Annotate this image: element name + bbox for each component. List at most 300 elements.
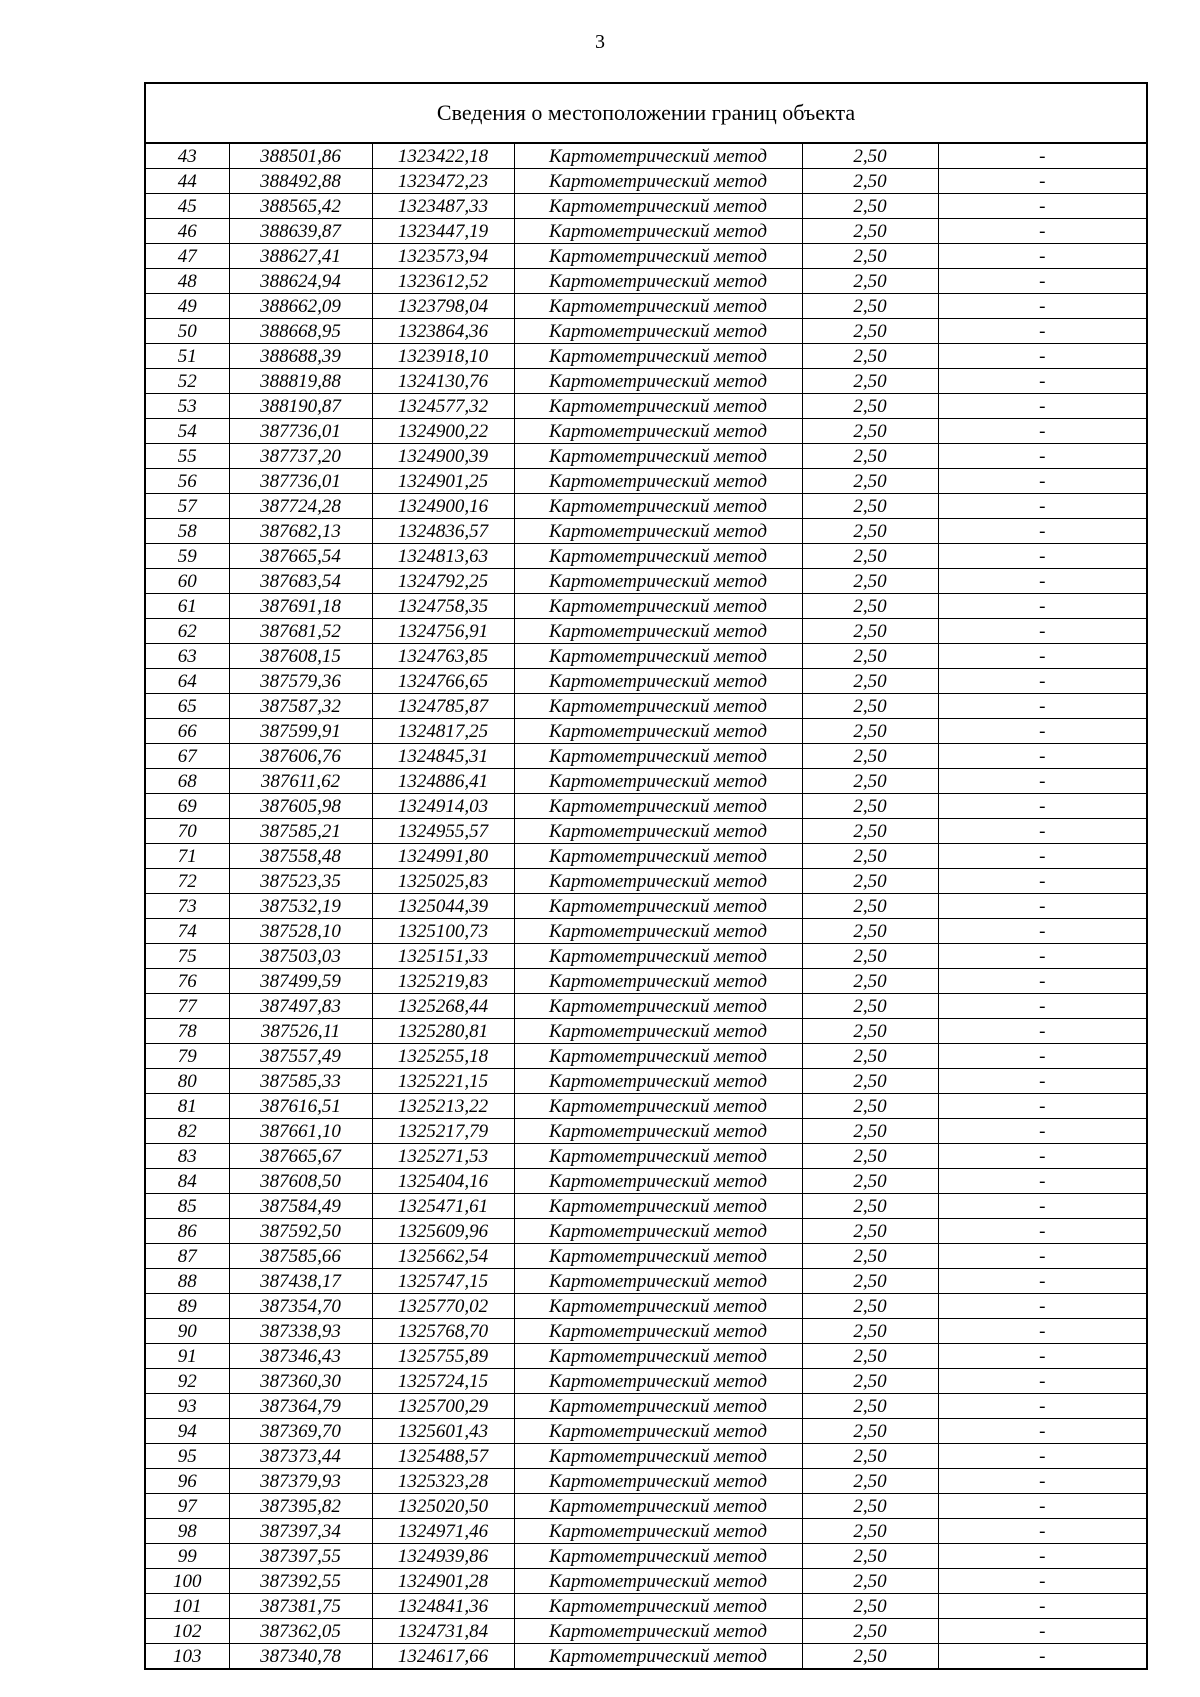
method-cell: Картометрический метод [514,494,802,519]
note-cell: - [938,1094,1146,1119]
point-number-cell: 103 [146,1644,229,1669]
point-number-cell: 88 [146,1269,229,1294]
point-number-cell: 55 [146,444,229,469]
coord-x-cell: 388819,88 [229,369,372,394]
accuracy-cell: 2,50 [802,1619,938,1644]
point-number-cell: 92 [146,1369,229,1394]
accuracy-cell: 2,50 [802,1544,938,1569]
note-cell: - [938,319,1146,344]
point-number-cell: 71 [146,844,229,869]
coord-y-cell: 1325747,15 [372,1269,514,1294]
accuracy-cell: 2,50 [802,1219,938,1244]
coord-y-cell: 1325217,79 [372,1119,514,1144]
method-cell: Картометрический метод [514,1444,802,1469]
coord-y-cell: 1324939,86 [372,1544,514,1569]
point-number-cell: 74 [146,919,229,944]
coord-y-cell: 1325601,43 [372,1419,514,1444]
point-number-cell: 45 [146,194,229,219]
coord-y-cell: 1324841,36 [372,1594,514,1619]
coord-x-cell: 387523,35 [229,869,372,894]
table-row [146,1569,1146,1594]
coord-y-cell: 1324756,91 [372,619,514,644]
point-number-cell: 85 [146,1194,229,1219]
coord-x-cell: 387724,28 [229,494,372,519]
coord-y-cell: 1324886,41 [372,769,514,794]
accuracy-cell: 2,50 [802,569,938,594]
table-row [146,469,1146,494]
note-cell: - [938,719,1146,744]
point-number-cell: 102 [146,1619,229,1644]
coord-y-cell: 1324763,85 [372,644,514,669]
method-cell: Картометрический метод [514,169,802,194]
method-cell: Картометрический метод [514,1294,802,1319]
method-cell: Картометрический метод [514,869,802,894]
note-cell: - [938,619,1146,644]
note-cell: - [938,1244,1146,1269]
point-number-cell: 66 [146,719,229,744]
coord-x-cell: 387558,48 [229,844,372,869]
table-row [146,719,1146,744]
note-cell: - [938,444,1146,469]
point-number-cell: 56 [146,469,229,494]
coord-x-cell: 387362,05 [229,1619,372,1644]
table-row [146,844,1146,869]
table-row [146,1069,1146,1094]
note-cell: - [938,194,1146,219]
coord-x-cell: 387606,76 [229,744,372,769]
point-number-cell: 43 [146,144,229,169]
method-cell: Картометрический метод [514,1594,802,1619]
coord-y-cell: 1325323,28 [372,1469,514,1494]
point-number-cell: 52 [146,369,229,394]
accuracy-cell: 2,50 [802,1269,938,1294]
point-number-cell: 94 [146,1419,229,1444]
point-number-cell: 72 [146,869,229,894]
table-row [146,1144,1146,1169]
coord-y-cell: 1323798,04 [372,294,514,319]
accuracy-cell: 2,50 [802,719,938,744]
coord-y-cell: 1325770,02 [372,1294,514,1319]
method-cell: Картометрический метод [514,1494,802,1519]
point-number-cell: 50 [146,319,229,344]
table-row [146,1244,1146,1269]
table-row [146,1519,1146,1544]
point-number-cell: 101 [146,1594,229,1619]
coord-x-cell: 387737,20 [229,444,372,469]
method-cell: Картометрический метод [514,1244,802,1269]
coord-y-cell: 1323864,36 [372,319,514,344]
point-number-cell: 53 [146,394,229,419]
accuracy-cell: 2,50 [802,819,938,844]
table-row [146,344,1146,369]
coordinates-table-body [146,144,1146,1668]
note-cell: - [938,844,1146,869]
coord-x-cell: 387585,33 [229,1069,372,1094]
note-cell: - [938,744,1146,769]
coord-y-cell: 1325488,57 [372,1444,514,1469]
table-row [146,1019,1146,1044]
accuracy-cell: 2,50 [802,394,938,419]
table-row [146,1544,1146,1569]
coord-y-cell: 1325044,39 [372,894,514,919]
point-number-cell: 96 [146,1469,229,1494]
method-cell: Картометрический метод [514,1394,802,1419]
coord-y-cell: 1323487,33 [372,194,514,219]
accuracy-cell: 2,50 [802,644,938,669]
table-row [146,1594,1146,1619]
method-cell: Картометрический метод [514,269,802,294]
coord-y-cell: 1325151,33 [372,944,514,969]
table-row [146,819,1146,844]
accuracy-cell: 2,50 [802,1194,938,1219]
point-number-cell: 82 [146,1119,229,1144]
point-number-cell: 78 [146,1019,229,1044]
coord-x-cell: 387499,59 [229,969,372,994]
coord-x-cell: 387373,44 [229,1444,372,1469]
point-number-cell: 77 [146,994,229,1019]
note-cell: - [938,1019,1146,1044]
method-cell: Картометрический метод [514,144,802,169]
point-number-cell: 67 [146,744,229,769]
accuracy-cell: 2,50 [802,1394,938,1419]
coord-x-cell: 387395,82 [229,1494,372,1519]
note-cell: - [938,519,1146,544]
table-row [146,794,1146,819]
table-row [146,1644,1146,1669]
method-cell: Картометрический метод [514,1019,802,1044]
method-cell: Картометрический метод [514,794,802,819]
point-number-cell: 59 [146,544,229,569]
accuracy-cell: 2,50 [802,1494,938,1519]
coord-y-cell: 1325724,15 [372,1369,514,1394]
method-cell: Картометрический метод [514,419,802,444]
accuracy-cell: 2,50 [802,319,938,344]
coord-y-cell: 1325213,22 [372,1094,514,1119]
note-cell: - [938,1269,1146,1294]
method-cell: Картометрический метод [514,994,802,1019]
accuracy-cell: 2,50 [802,844,938,869]
coord-y-cell: 1324577,32 [372,394,514,419]
coord-y-cell: 1325609,96 [372,1219,514,1244]
method-cell: Картометрический метод [514,669,802,694]
coord-y-cell: 1325280,81 [372,1019,514,1044]
table-row [146,494,1146,519]
point-number-cell: 83 [146,1144,229,1169]
coord-y-cell: 1324130,76 [372,369,514,394]
method-cell: Картометрический метод [514,444,802,469]
accuracy-cell: 2,50 [802,869,938,894]
accuracy-cell: 2,50 [802,269,938,294]
note-cell: - [938,1169,1146,1194]
coord-y-cell: 1323447,19 [372,219,514,244]
table-row [146,194,1146,219]
coord-y-cell: 1324991,80 [372,844,514,869]
coord-y-cell: 1324901,28 [372,1569,514,1594]
coord-y-cell: 1325768,70 [372,1319,514,1344]
point-number-cell: 64 [146,669,229,694]
table-row [146,144,1146,169]
accuracy-cell: 2,50 [802,369,938,394]
coord-x-cell: 387661,10 [229,1119,372,1144]
accuracy-cell: 2,50 [802,794,938,819]
table-row [146,969,1146,994]
coord-x-cell: 387438,17 [229,1269,372,1294]
method-cell: Картометрический метод [514,519,802,544]
coord-y-cell: 1324792,25 [372,569,514,594]
accuracy-cell: 2,50 [802,1369,938,1394]
coordinates-table [146,144,1146,1668]
table-row [146,744,1146,769]
point-number-cell: 99 [146,1544,229,1569]
accuracy-cell: 2,50 [802,444,938,469]
accuracy-cell: 2,50 [802,219,938,244]
method-cell: Картометрический метод [514,1419,802,1444]
coord-x-cell: 388688,39 [229,344,372,369]
accuracy-cell: 2,50 [802,344,938,369]
table-row [146,369,1146,394]
coord-x-cell: 387338,93 [229,1319,372,1344]
accuracy-cell: 2,50 [802,144,938,169]
table-row [146,1094,1146,1119]
point-number-cell: 60 [146,569,229,594]
table-row [146,594,1146,619]
coord-x-cell: 387369,70 [229,1419,372,1444]
coord-y-cell: 1325271,53 [372,1144,514,1169]
accuracy-cell: 2,50 [802,1644,938,1669]
coord-y-cell: 1324731,84 [372,1619,514,1644]
accuracy-cell: 2,50 [802,1019,938,1044]
note-cell: - [938,469,1146,494]
coord-y-cell: 1325025,83 [372,869,514,894]
accuracy-cell: 2,50 [802,994,938,1019]
coord-x-cell: 387397,55 [229,1544,372,1569]
point-number-cell: 48 [146,269,229,294]
note-cell: - [938,1494,1146,1519]
note-cell: - [938,269,1146,294]
method-cell: Картометрический метод [514,1519,802,1544]
accuracy-cell: 2,50 [802,194,938,219]
coord-x-cell: 387397,34 [229,1519,372,1544]
coord-x-cell: 387392,55 [229,1569,372,1594]
accuracy-cell: 2,50 [802,519,938,544]
coord-x-cell: 387611,62 [229,769,372,794]
accuracy-cell: 2,50 [802,594,938,619]
method-cell: Картометрический метод [514,194,802,219]
method-cell: Картометрический метод [514,1569,802,1594]
coord-y-cell: 1324914,03 [372,794,514,819]
point-number-cell: 69 [146,794,229,819]
point-number-cell: 84 [146,1169,229,1194]
point-number-cell: 44 [146,169,229,194]
method-cell: Картометрический метод [514,1644,802,1669]
coord-y-cell: 1324900,39 [372,444,514,469]
note-cell: - [938,1394,1146,1419]
note-cell: - [938,969,1146,994]
point-number-cell: 54 [146,419,229,444]
method-cell: Картометрический метод [514,244,802,269]
note-cell: - [938,694,1146,719]
point-number-cell: 47 [146,244,229,269]
coord-y-cell: 1325268,44 [372,994,514,1019]
accuracy-cell: 2,50 [802,1294,938,1319]
method-cell: Картометрический метод [514,469,802,494]
note-cell: - [938,569,1146,594]
method-cell: Картометрический метод [514,1194,802,1219]
note-cell: - [938,1144,1146,1169]
accuracy-cell: 2,50 [802,619,938,644]
method-cell: Картометрический метод [514,319,802,344]
accuracy-cell: 2,50 [802,744,938,769]
accuracy-cell: 2,50 [802,1469,938,1494]
table-row [146,1194,1146,1219]
coord-y-cell: 1323612,52 [372,269,514,294]
accuracy-cell: 2,50 [802,1444,938,1469]
coord-x-cell: 387584,49 [229,1194,372,1219]
table-row [146,1619,1146,1644]
table-row [146,1119,1146,1144]
coord-y-cell: 1325221,15 [372,1069,514,1094]
coord-y-cell: 1324617,66 [372,1644,514,1669]
method-cell: Картометрический метод [514,569,802,594]
table-row [146,1169,1146,1194]
coord-y-cell: 1325755,89 [372,1344,514,1369]
note-cell: - [938,894,1146,919]
table-row [146,419,1146,444]
method-cell: Картометрический метод [514,1144,802,1169]
method-cell: Картометрический метод [514,894,802,919]
table-row [146,1419,1146,1444]
coord-y-cell: 1324900,22 [372,419,514,444]
coord-x-cell: 387691,18 [229,594,372,619]
coord-x-cell: 387585,66 [229,1244,372,1269]
table-row [146,544,1146,569]
accuracy-cell: 2,50 [802,669,938,694]
note-cell: - [938,1119,1146,1144]
accuracy-cell: 2,50 [802,294,938,319]
point-number-cell: 70 [146,819,229,844]
coord-x-cell: 387360,30 [229,1369,372,1394]
method-cell: Картометрический метод [514,394,802,419]
method-cell: Картометрический метод [514,1544,802,1569]
note-cell: - [938,1419,1146,1444]
point-number-cell: 57 [146,494,229,519]
note-cell: - [938,1344,1146,1369]
coord-x-cell: 387585,21 [229,819,372,844]
method-cell: Картометрический метод [514,1344,802,1369]
accuracy-cell: 2,50 [802,494,938,519]
note-cell: - [938,294,1146,319]
method-cell: Картометрический метод [514,1219,802,1244]
note-cell: - [938,869,1146,894]
method-cell: Картометрический метод [514,1169,802,1194]
coord-x-cell: 387381,75 [229,1594,372,1619]
coord-x-cell: 387346,43 [229,1344,372,1369]
note-cell: - [938,544,1146,569]
point-number-cell: 61 [146,594,229,619]
table-row [146,1444,1146,1469]
coord-x-cell: 387736,01 [229,419,372,444]
note-cell: - [938,1319,1146,1344]
table-row [146,1369,1146,1394]
coord-y-cell: 1324817,25 [372,719,514,744]
table-row [146,1294,1146,1319]
note-cell: - [938,1644,1146,1669]
point-number-cell: 46 [146,219,229,244]
coord-x-cell: 387599,91 [229,719,372,744]
accuracy-cell: 2,50 [802,1144,938,1169]
point-number-cell: 75 [146,944,229,969]
method-cell: Картометрический метод [514,1469,802,1494]
coord-y-cell: 1323472,23 [372,169,514,194]
coord-x-cell: 387503,03 [229,944,372,969]
coord-y-cell: 1325471,61 [372,1194,514,1219]
coord-y-cell: 1324955,57 [372,819,514,844]
accuracy-cell: 2,50 [802,1044,938,1069]
note-cell: - [938,1044,1146,1069]
coord-x-cell: 387608,50 [229,1169,372,1194]
coord-x-cell: 388662,09 [229,294,372,319]
coord-x-cell: 387681,52 [229,619,372,644]
point-number-cell: 100 [146,1569,229,1594]
note-cell: - [938,144,1146,169]
coord-x-cell: 388639,87 [229,219,372,244]
coord-y-cell: 1325404,16 [372,1169,514,1194]
table-row [146,1269,1146,1294]
table-row [146,244,1146,269]
note-cell: - [938,1594,1146,1619]
coord-x-cell: 387579,36 [229,669,372,694]
coord-x-cell: 387736,01 [229,469,372,494]
table-row [146,569,1146,594]
accuracy-cell: 2,50 [802,1169,938,1194]
coord-y-cell: 1323573,94 [372,244,514,269]
coord-y-cell: 1324836,57 [372,519,514,544]
coord-x-cell: 387592,50 [229,1219,372,1244]
note-cell: - [938,394,1146,419]
accuracy-cell: 2,50 [802,1119,938,1144]
coord-y-cell: 1324900,16 [372,494,514,519]
coord-y-cell: 1325020,50 [372,1494,514,1519]
coord-x-cell: 387665,54 [229,544,372,569]
method-cell: Картометрический метод [514,719,802,744]
coord-y-cell: 1325255,18 [372,1044,514,1069]
coord-x-cell: 387379,93 [229,1469,372,1494]
note-cell: - [938,1369,1146,1394]
boundary-info-frame [144,82,1148,1670]
note-cell: - [938,644,1146,669]
accuracy-cell: 2,50 [802,769,938,794]
method-cell: Картометрический метод [514,919,802,944]
accuracy-cell: 2,50 [802,1094,938,1119]
coord-x-cell: 387605,98 [229,794,372,819]
note-cell: - [938,169,1146,194]
note-cell: - [938,1219,1146,1244]
method-cell: Картометрический метод [514,219,802,244]
table-row [146,1319,1146,1344]
coord-x-cell: 388565,42 [229,194,372,219]
accuracy-cell: 2,50 [802,894,938,919]
table-row [146,1344,1146,1369]
coord-x-cell: 388501,86 [229,144,372,169]
note-cell: - [938,344,1146,369]
note-cell: - [938,769,1146,794]
coord-x-cell: 387587,32 [229,694,372,719]
note-cell: - [938,369,1146,394]
note-cell: - [938,1569,1146,1594]
section-title: Сведения о местоположении границ объекта [146,84,1146,144]
coord-x-cell: 387683,54 [229,569,372,594]
coord-x-cell: 387682,13 [229,519,372,544]
